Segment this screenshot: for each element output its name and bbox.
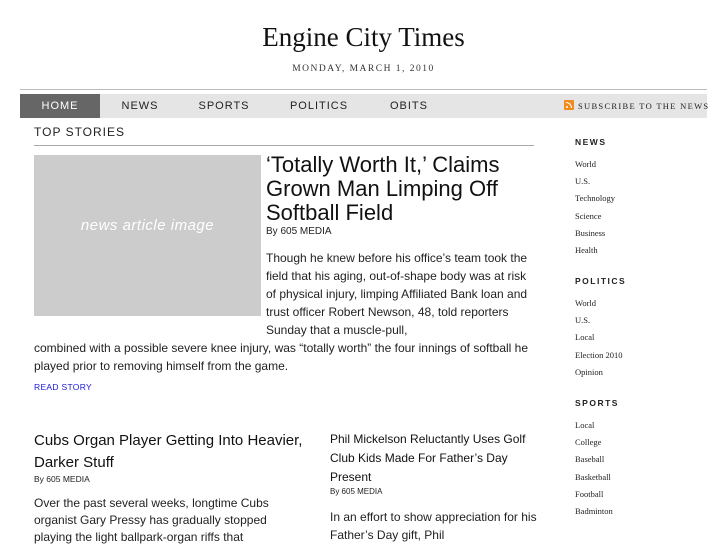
sidebar-link[interactable]: U.S. [575, 176, 591, 186]
sidebar-link[interactable]: College [575, 437, 602, 447]
story-byline: By 605 MEDIA [330, 487, 383, 496]
sidebar-link[interactable]: Business [575, 228, 606, 238]
masthead-divider [20, 89, 707, 90]
sidebar-heading-politics: POLITICS [575, 276, 627, 286]
masthead-date: MONDAY, MARCH 1, 2010 [292, 64, 435, 74]
lead-story-headline[interactable]: ‘Totally Worth It,’ Claims Grown Man Limping Off Softball Field [266, 152, 500, 225]
lead-story-body-continued: combined with a possible severe knee injury, was “totally worth” the four innings of softball he played prior to removing himself from the game. [34, 341, 529, 373]
sidebar-link[interactable]: Local [575, 332, 595, 342]
sidebar-link[interactable]: Badminton [575, 506, 613, 516]
lead-story-byline: By 605 MEDIA [266, 226, 332, 237]
site-title[interactable]: Engine City Times [262, 22, 465, 52]
lead-story-body: Though he knew before his office’s team took the field that his aging, out-of-shape body was at risk of physical injury, limping Affiliated Bank loan and trust officer Robert Newson, 48, told reporters Sunday that a muscle-pull, [266, 251, 528, 337]
section-title: TOP STORIES [34, 125, 126, 139]
image-placeholder-text: news article image [80, 217, 215, 234]
nav-news[interactable]: NEWS [121, 100, 159, 112]
subscribe-label: SUBSCRIBE TO THE NEWS [578, 101, 710, 111]
sidebar-link[interactable]: Baseball [575, 454, 605, 464]
sidebar-link[interactable]: Election 2010 [575, 350, 623, 360]
sidebar-link[interactable]: Football [575, 489, 604, 499]
nav-politics[interactable]: POLITICS [289, 100, 349, 112]
nav-home[interactable]: HOME [20, 94, 100, 118]
story-body: In an effort to show appreciation for his Father’s Day gift, Phil [330, 510, 537, 542]
nav-sports[interactable]: SPORTS [198, 100, 250, 112]
sidebar-link[interactable]: Technology [575, 193, 616, 203]
sidebar-link[interactable]: Science [575, 211, 602, 221]
sidebar-link[interactable]: Basketball [575, 472, 611, 482]
nav-obits[interactable]: OBITS [389, 100, 428, 112]
rss-icon [564, 100, 574, 110]
sidebar-heading-sports: SPORTS [575, 398, 619, 408]
sidebar-link[interactable]: Local [575, 420, 595, 430]
sidebar-link[interactable]: Health [575, 245, 598, 255]
sidebar-link[interactable]: World [575, 159, 597, 169]
sidebar-link[interactable]: World [575, 298, 597, 308]
sidebar-link[interactable]: Opinion [575, 367, 603, 377]
read-story-link[interactable]: READ STORY [34, 382, 92, 392]
story-byline: By 605 MEDIA [34, 474, 90, 484]
lead-story-image[interactable] [34, 155, 261, 316]
sidebar-heading-news: NEWS [575, 137, 607, 147]
story-body: Over the past several weeks, longtime Cubs organist Gary Pressy has gradually stopped playing the light ballpark-organ riffs that [34, 496, 269, 544]
sidebar-link[interactable]: U.S. [575, 315, 591, 325]
subscribe-link[interactable] [564, 94, 709, 118]
story-headline[interactable]: Cubs Organ Player Getting Into Heavier, Darker Stuff [34, 432, 303, 471]
section-divider [34, 145, 534, 146]
story-headline[interactable]: Phil Mickelson Reluctantly Uses Golf Club Kids Made For Father’s Day Present [330, 432, 526, 484]
